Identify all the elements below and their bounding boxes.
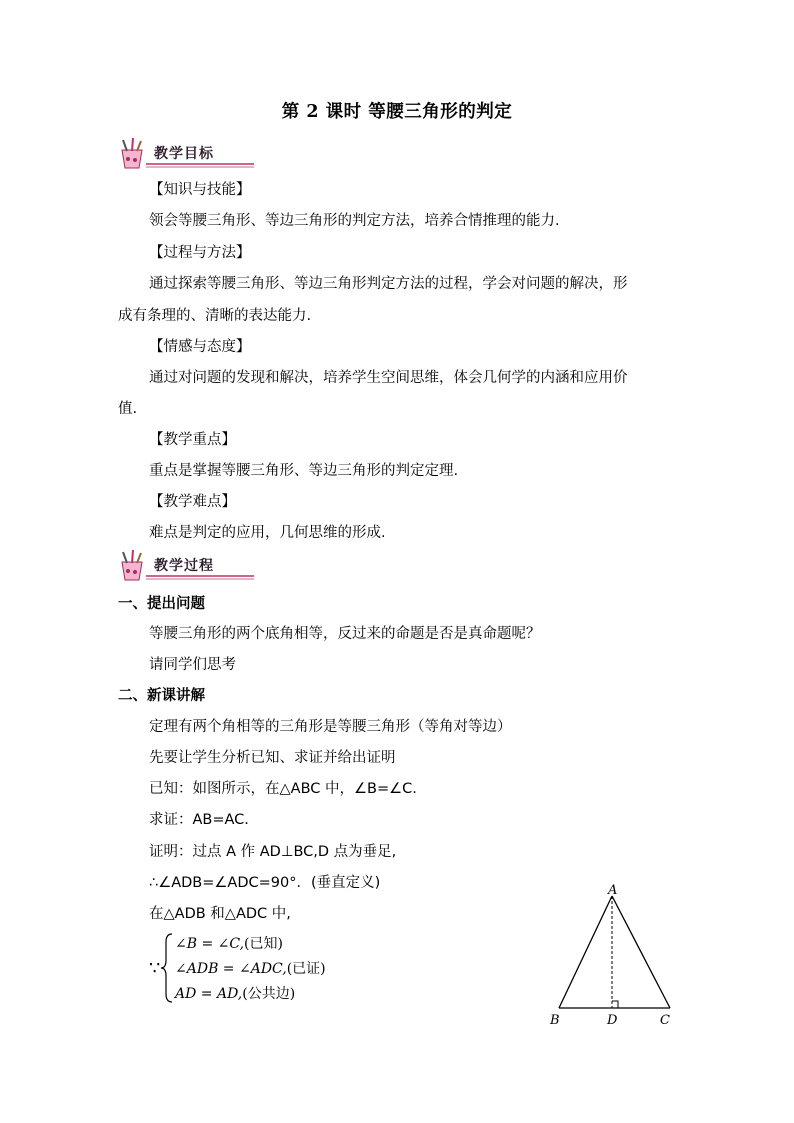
condition-1-math: ∠B = ∠C, (175, 936, 245, 952)
banner-label: 教学过程 (154, 558, 214, 574)
emotion-heading: 【情感与态度】 (149, 339, 251, 355)
congruence-conditions (149, 932, 349, 1006)
vertex-label-d: D (607, 1013, 618, 1028)
emotion-text-2: 值. (118, 401, 138, 417)
prove-statement: 求证：AB=AC. (149, 812, 249, 828)
banner-label: 教学目标 (154, 146, 214, 162)
because-symbol: ∵ (149, 958, 161, 979)
right-angle-mark (612, 1001, 618, 1008)
side-ab (559, 896, 612, 1008)
page-title: 第 2 课时 等腰三角形的判定 (281, 102, 513, 122)
proof-line-2: ∴∠ADB=∠ADC=90°．(垂直定义) (149, 875, 381, 891)
process-text-1: 通过探索等腰三角形、等边三角形判定方法的过程，学会对问题的解决，形 (149, 276, 628, 292)
part1-line2: 请同学们思考 (149, 657, 236, 673)
part2-line2: 先要让学生分析已知、求证并给出证明 (149, 750, 396, 766)
part2-line1: 定理有两个角相等的三角形是等腰三角形（等角对等边） (149, 719, 512, 735)
vertex-label-a: A (608, 883, 618, 898)
process-text-2: 成有条理的、清晰的表达能力. (118, 308, 312, 324)
condition-3-math: AD = AD, (175, 986, 243, 1002)
condition-2-math: ∠ADB = ∠ADC, (175, 961, 287, 977)
difficulty-text: 难点是判定的应用，几何思维的形成. (149, 525, 386, 541)
emotion-text-1: 通过对问题的发现和解决，培养学生空间思维，体会几何学的内涵和应用价 (149, 370, 628, 386)
condition-1 (175, 933, 283, 953)
condition-3-reason: (公共边) (242, 986, 296, 1002)
proof-line-3: 在△ADB 和△ADC 中, (149, 906, 291, 922)
knowledge-heading: 【知识与技能】 (149, 182, 251, 198)
proof-line-1: 证明：过点 A 作 AD⊥BC,D 点为垂足, (149, 844, 397, 860)
left-brace-icon (160, 932, 174, 1004)
section-banner-goals (116, 138, 256, 172)
condition-2 (175, 958, 326, 978)
condition-1-reason: (已知) (244, 936, 283, 952)
part2-heading: 二、新课讲解 (118, 688, 205, 704)
knowledge-text: 领会等腰三角形、等边三角形的判定方法，培养合情推理的能力. (149, 213, 560, 229)
section-banner-process (116, 550, 256, 584)
key-heading: 【教学重点】 (149, 432, 236, 448)
vertex-label-c: C (660, 1013, 670, 1028)
part1-line1: 等腰三角形的两个底角相等，反过来的命题是否是真命题呢？ (149, 626, 541, 642)
vertex-label-b: B (550, 1013, 560, 1028)
process-heading: 【过程与方法】 (149, 245, 251, 261)
condition-3 (175, 983, 295, 1003)
difficulty-heading: 【教学难点】 (149, 494, 236, 510)
condition-2-reason: (已证) (286, 961, 326, 977)
known-statement: 已知：如图所示，在△ABC 中，∠B=∠C. (149, 781, 417, 797)
part1-heading: 一、提出问题 (118, 596, 205, 612)
triangle-figure (545, 882, 685, 1028)
side-ac (612, 896, 670, 1008)
key-text: 重点是掌握等腰三角形、等边三角形的判定定理. (149, 463, 459, 479)
